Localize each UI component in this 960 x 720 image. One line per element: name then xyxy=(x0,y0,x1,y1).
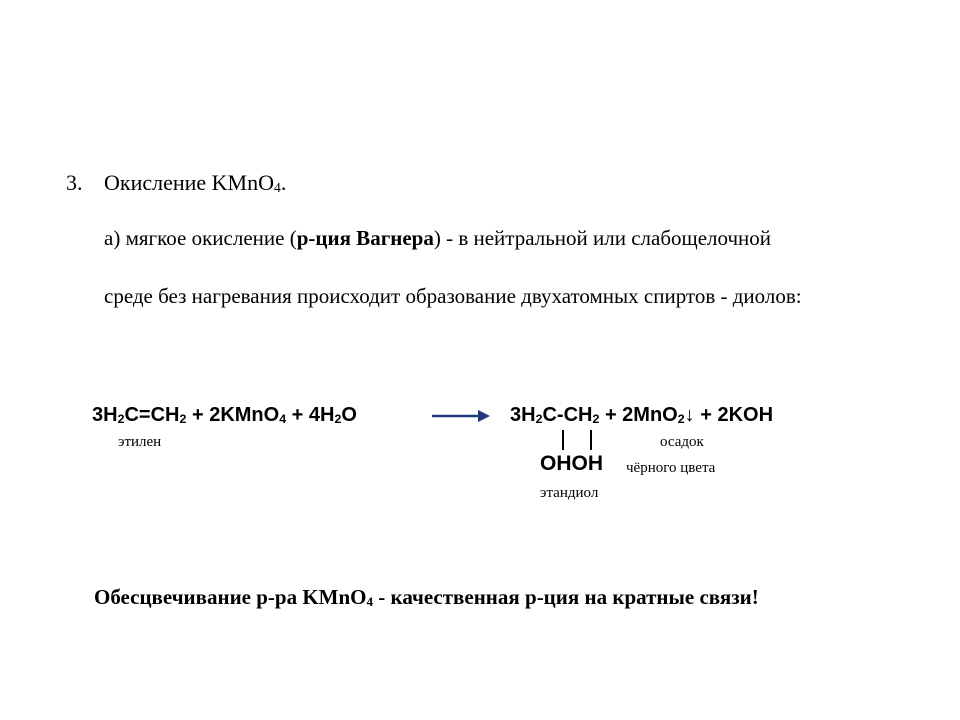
paragraph-line-1 xyxy=(104,226,771,251)
hydroxyl-groups: OHOH xyxy=(540,452,603,475)
eq-l-s4: 2 xyxy=(334,411,342,426)
eq-r-p3: + 2MnO xyxy=(599,404,678,426)
footer-tail: - качественная р-ция на кратные связи! xyxy=(373,585,759,609)
line1-prefix: а) мягкое окисление ( xyxy=(104,226,297,250)
label-ethanediol: этандиол xyxy=(540,485,599,501)
wagner-reaction-term: р-ция Вагнера xyxy=(296,226,434,250)
equation-products xyxy=(510,404,773,427)
eq-r-s1: 2 xyxy=(535,411,543,426)
heading-text: Окисление KMnO xyxy=(104,170,275,195)
label-precipitate: осадок xyxy=(660,434,704,450)
heading-subscript: 4 xyxy=(274,180,281,196)
eq-l-s1: 2 xyxy=(117,411,125,426)
eq-r-p1: 3H xyxy=(510,404,536,426)
paragraph-line-2: среде без нагревания происходит образование двухатомных спиртов - диолов: xyxy=(104,284,802,308)
footer-subscript: 4 xyxy=(366,593,374,609)
eq-r-p4: ↓ + 2KOH xyxy=(684,404,774,426)
heading-tail: . xyxy=(280,170,287,195)
eq-l-p3: + 2KMnO xyxy=(186,404,280,426)
eq-l-p1: 3H xyxy=(92,404,118,426)
label-black-color: чёрного цвета xyxy=(626,460,716,476)
line1-suffix: ) - в нейтральной или слабощелочной xyxy=(433,226,771,250)
section-number: 3. xyxy=(66,170,83,195)
eq-l-s3: 4 xyxy=(279,411,287,426)
label-ethylene: этилен xyxy=(118,434,162,450)
eq-r-p2: C-CH xyxy=(542,404,593,426)
eq-l-p5: O xyxy=(341,404,357,426)
bond-line-2 xyxy=(590,430,592,450)
bond-line-1 xyxy=(562,430,564,450)
eq-l-p4: + 4H xyxy=(286,404,335,426)
eq-l-s2: 2 xyxy=(179,411,187,426)
eq-r-s2: 2 xyxy=(592,411,600,426)
section-heading xyxy=(66,170,286,196)
equation-reactants xyxy=(92,404,357,427)
reaction-arrow-icon xyxy=(430,406,492,426)
eq-l-p2: C=CH xyxy=(124,404,180,426)
eq-r-s3: 2 xyxy=(677,411,685,426)
footer-text: Обесцвечивание р-ра KMnO xyxy=(94,585,367,609)
conclusion-statement xyxy=(94,585,759,610)
